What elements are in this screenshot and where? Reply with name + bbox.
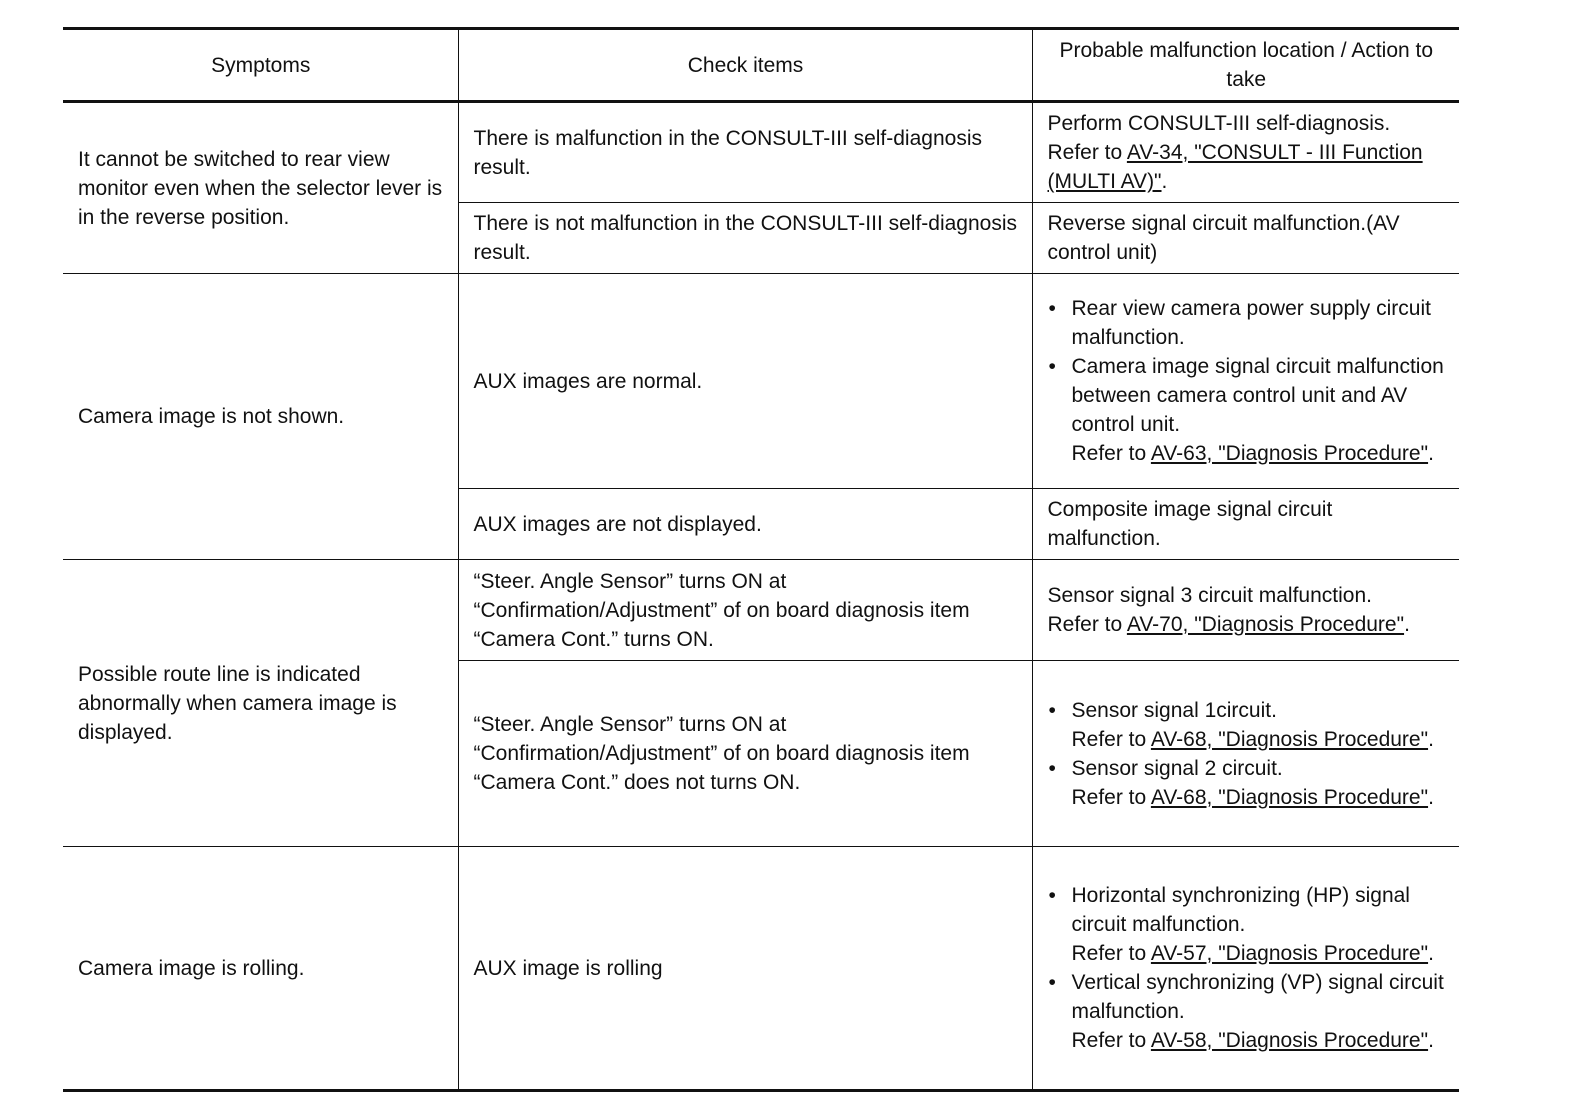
bullet-item <box>1048 696 1446 754</box>
check-cell: “Steer. Angle Sensor” turns ON at “Confirmation/Adjustment” of on board diagnosis item “Camera Cont.” does not turns ON. <box>458 661 1032 847</box>
action-cell <box>1032 102 1459 203</box>
action-tail: . <box>1161 170 1168 193</box>
header-action: Probable malfunction location / Action to take <box>1032 29 1459 102</box>
action-bullet-list <box>1048 696 1446 812</box>
reference-link[interactable]: AV-70, "Diagnosis Procedure" <box>1126 613 1405 636</box>
table-row <box>63 847 1459 1091</box>
check-cell: “Steer. Angle Sensor” turns ON at “Confirmation/Adjustment” of on board diagnosis item “Camera Cont.” turns ON. <box>458 560 1032 661</box>
symptom-cell: Possible route line is indicated abnormally when camera image is displayed. <box>63 560 458 847</box>
reference-link[interactable]: AV-63, "Diagnosis Procedure" <box>1150 442 1429 465</box>
refer-text: Refer to <box>1071 727 1147 751</box>
action-cell <box>1032 560 1459 661</box>
action-text: Sensor signal 3 circuit malfunction. <box>1047 584 1372 607</box>
refer-tail: . <box>1428 1029 1434 1052</box>
refer-tail: . <box>1428 942 1434 965</box>
refer-tail: . <box>1428 727 1434 751</box>
action-cell <box>1032 847 1459 1091</box>
bullet-text: Camera image signal circuit malfunction between camera control unit and AV control unit. <box>1071 355 1444 436</box>
refer-tail: . <box>1428 785 1434 809</box>
bullet-item <box>1048 968 1446 1055</box>
bullet-text: Horizontal synchronizing (HP) signal circuit malfunction. <box>1071 884 1410 936</box>
refer-tail: . <box>1428 442 1434 465</box>
refer-text: Refer to <box>1071 785 1147 809</box>
reference-link[interactable]: AV-57, "Diagnosis Procedure" <box>1150 942 1429 965</box>
action-bullet-list <box>1048 294 1446 468</box>
check-cell: AUX image is rolling <box>458 847 1032 1091</box>
check-cell: There is malfunction in the CONSULT-III self-diagnosis result. <box>458 102 1032 203</box>
diagnosis-table <box>63 27 1459 1092</box>
refer-text: Refer to <box>1071 1029 1147 1052</box>
action-cell <box>1032 661 1459 847</box>
reference-link[interactable]: AV-68, "Diagnosis Procedure" <box>1150 785 1429 809</box>
bullet-item <box>1048 754 1446 812</box>
action-cell: Reverse signal circuit malfunction.(AV control unit) <box>1032 203 1459 274</box>
symptom-cell: Camera image is not shown. <box>63 274 458 560</box>
action-text: Perform CONSULT-III self-diagnosis. Refer to <box>1047 112 1391 164</box>
action-cell: Composite image signal circuit malfunction. <box>1032 489 1459 560</box>
table-row <box>63 560 1459 661</box>
header-symptoms: Symptoms <box>63 29 458 102</box>
action-tail: . <box>1404 613 1410 636</box>
bullet-text: Rear view camera power supply circuit malfunction. <box>1071 297 1431 349</box>
bullet-text: Sensor signal 2 circuit. <box>1071 756 1283 780</box>
check-cell: There is not malfunction in the CONSULT-III self-diagnosis result. <box>458 203 1032 274</box>
table-row <box>63 274 1459 489</box>
refer-text: Refer to <box>1071 942 1147 965</box>
bullet-text: Sensor signal 1circuit. <box>1071 698 1277 722</box>
bullet-text: Vertical synchronizing (VP) signal circuit malfunction. <box>1071 971 1444 1023</box>
check-cell: AUX images are not displayed. <box>458 489 1032 560</box>
bullet-item <box>1048 881 1446 968</box>
action-cell <box>1032 274 1459 489</box>
bullet-item <box>1048 352 1446 468</box>
symptom-cell: Camera image is rolling. <box>63 847 458 1091</box>
reference-link[interactable]: AV-58, "Diagnosis Procedure" <box>1150 1029 1429 1052</box>
refer-text: Refer to <box>1071 442 1147 465</box>
refer-text: Refer to <box>1047 613 1123 636</box>
table-header-row <box>63 29 1459 102</box>
reference-link[interactable]: AV-68, "Diagnosis Procedure" <box>1150 727 1429 751</box>
action-bullet-list <box>1048 881 1446 1055</box>
bullet-item <box>1048 294 1446 352</box>
header-check-items: Check items <box>458 29 1032 102</box>
symptom-cell: It cannot be switched to rear view monitor even when the selector lever is in the reverse position. <box>63 102 458 274</box>
check-cell: AUX images are normal. <box>458 274 1032 489</box>
reference-link[interactable]: AV-34, "CONSULT - III Function (MULTI AV)" <box>1047 141 1423 193</box>
table-row <box>63 102 1459 203</box>
